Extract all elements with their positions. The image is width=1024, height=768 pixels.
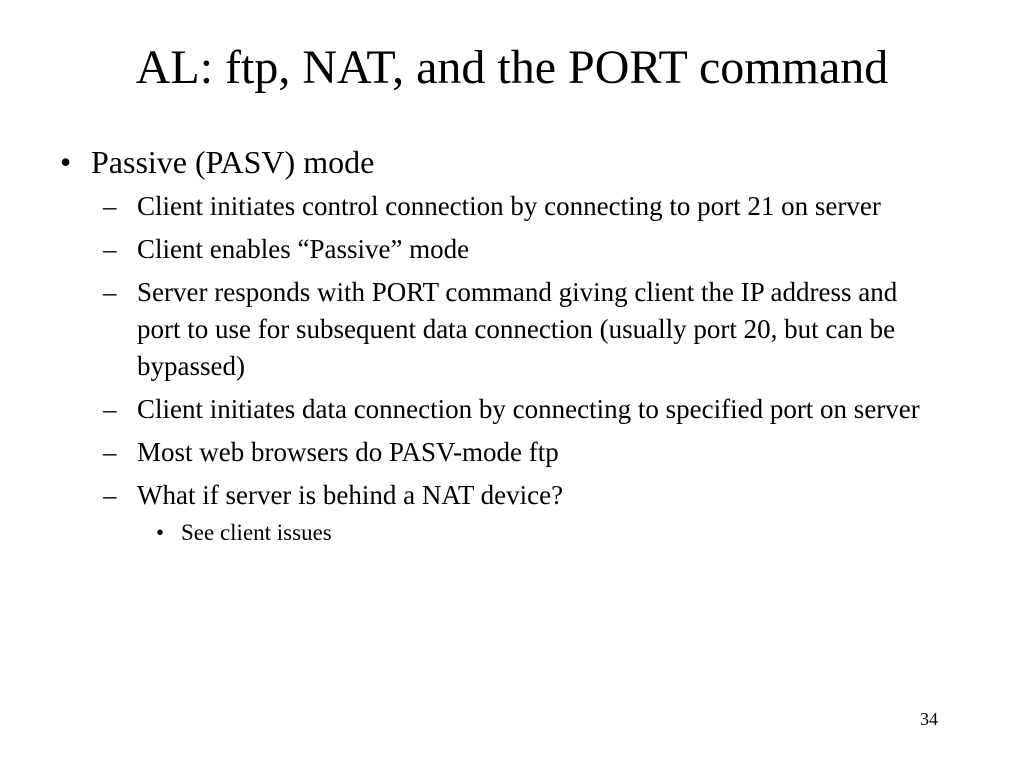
sub-sub-bullet-text: See client issues <box>181 520 332 545</box>
sub-bullet-text: Client initiates control connection by connecting to port 21 on server <box>137 191 881 221</box>
dash-icon: – <box>103 394 117 424</box>
dash-icon: – <box>103 277 117 307</box>
slide-title: AL: ftp, NAT, and the PORT command <box>135 41 889 94</box>
sub-bullet-item <box>103 231 960 268</box>
bullet-item-passive-mode <box>60 142 960 182</box>
sub-bullet-item <box>103 477 960 514</box>
page-number: 34 <box>920 709 938 729</box>
sub-bullet-text: Most web browsers do PASV-mode ftp <box>137 437 559 467</box>
bullet-icon: • <box>60 144 72 180</box>
dash-icon: – <box>103 480 117 510</box>
slide-body <box>60 142 960 548</box>
bullet-text: Passive (PASV) mode <box>91 144 375 180</box>
sub-bullet-text: Server responds with PORT command giving client the IP address and port to use for subsequent data connection (usually port 20, but can be bypassed) <box>137 277 898 381</box>
sub-bullet-item <box>103 391 960 428</box>
sub-bullet-text: What if server is behind a NAT device? <box>137 480 564 510</box>
sub-sub-bullet-item <box>156 518 960 548</box>
dash-icon: – <box>103 437 117 467</box>
sub-bullet-item <box>103 434 960 471</box>
dash-icon: – <box>103 191 117 221</box>
sub-bullet-item <box>103 188 960 225</box>
sub-bullet-text: Client enables “Passive” mode <box>137 234 470 264</box>
bullet-icon: • <box>156 520 165 545</box>
sub-bullet-text: Client initiates data connection by connecting to specified port on server <box>137 394 920 424</box>
dash-icon: – <box>103 234 117 264</box>
sub-bullet-item <box>103 274 960 385</box>
